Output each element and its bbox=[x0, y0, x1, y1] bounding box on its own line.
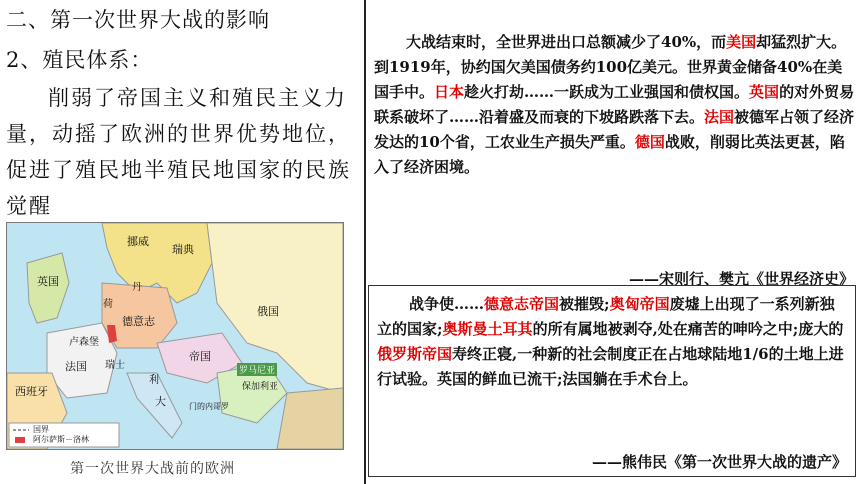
quote-text-segment: 的所有属地被剥夺,处在痛苦的呻吟之中;庞大的 bbox=[532, 320, 844, 338]
divider bbox=[364, 0, 366, 484]
quote-text-segment: 大战结束时，全世界进出口总额减少了40%，而 bbox=[406, 33, 727, 51]
highlight-term: 德意志帝国 bbox=[484, 295, 560, 313]
map-label: 西班牙 bbox=[15, 385, 48, 398]
map-label: 挪威 bbox=[127, 235, 149, 248]
highlight-term: 英国 bbox=[749, 83, 780, 101]
highlight-term: 美国 bbox=[726, 33, 757, 51]
quote-political-text bbox=[377, 292, 847, 392]
quote-economic-text bbox=[374, 30, 856, 180]
europe-map bbox=[6, 222, 344, 450]
highlight-term: 奥匈帝国 bbox=[609, 295, 670, 313]
quote-political-attribution: ——熊伟民《第一次世界大战的遗产》 bbox=[591, 453, 847, 471]
highlight-term: 法国 bbox=[704, 108, 735, 126]
summary-paragraph bbox=[6, 80, 356, 224]
quote-text-segment: 寿终正寝,一种新的社会制度正在占地球陆地1/6的土地上进行试验。英国的鲜血已流干;法国躺在手术台上。 bbox=[377, 345, 844, 388]
quote-text-segment: 的对外贸易联系破坏了……沿着盛及而衰的下坡路跌落下去。 bbox=[374, 83, 855, 126]
map-label: 门的内哥罗 bbox=[189, 402, 229, 411]
map-label: 大 bbox=[155, 395, 166, 408]
quote-text-segment: 战争使…… bbox=[409, 295, 485, 313]
legend-item: 国界 bbox=[33, 425, 49, 434]
map-label: 丹 bbox=[132, 282, 142, 293]
map-caption: 第一次世界大战前的欧洲 bbox=[70, 461, 235, 477]
highlight-term: 德国 bbox=[634, 133, 665, 151]
map-label: 瑞典 bbox=[172, 243, 194, 256]
quote-text-segment: 被德军占领了经济发达的10个省，工农业生产损失严重。 bbox=[374, 108, 855, 151]
highlight-term: 日本 bbox=[434, 83, 465, 101]
quote-text-segment: 趁火打劫……一跃成为工业强国和债权国。 bbox=[464, 83, 750, 101]
summary-text: 削弱了帝国主义和殖民主义力量，动摇了欧洲的世界优势地位，促进了殖民地半殖民地国家的民族觉醒 bbox=[6, 86, 351, 218]
quote-economic-attribution: ——宋则行、樊亢《世界经济史》 bbox=[628, 270, 854, 288]
map-label: 帝国 bbox=[189, 350, 211, 363]
quote-political bbox=[368, 285, 856, 477]
map-label: 英国 bbox=[37, 275, 59, 288]
quote-text-segment: 战败，削弱比英法更甚，陷入了经济困境。 bbox=[374, 133, 845, 176]
map-label: 德意志 bbox=[122, 315, 155, 328]
quote-text-segment: 却猛烈扩大。到1919年，协约国欠美国债务约100亿美元。世界黄金储备40%在美国手中。 bbox=[374, 33, 847, 101]
legend-item: 阿尔萨斯－洛林 bbox=[33, 435, 89, 444]
quote-text-segment: 废墟上出现了一系列新独立的国家; bbox=[377, 295, 835, 338]
map-label: 利 bbox=[149, 375, 159, 386]
highlight-term: 奥斯曼土耳其 bbox=[442, 320, 533, 338]
map-label: 法国 bbox=[65, 360, 87, 373]
map-label: 瑞士 bbox=[105, 360, 125, 371]
quote-text-segment: 被摧毁; bbox=[559, 295, 610, 313]
section-heading: 二、第一次世界大战的影响 bbox=[6, 8, 270, 32]
quote-economic bbox=[374, 30, 856, 180]
map-label: 保加利亚 bbox=[242, 382, 279, 392]
subheading: 2、殖民体系： bbox=[6, 48, 153, 72]
map-label: 荷 bbox=[103, 299, 113, 310]
map-label: 俄国 bbox=[257, 305, 279, 318]
map-label: 罗马尼亚 bbox=[237, 363, 277, 376]
map-label: 卢森堡 bbox=[69, 337, 99, 348]
highlight-term: 俄罗斯帝国 bbox=[377, 345, 453, 363]
